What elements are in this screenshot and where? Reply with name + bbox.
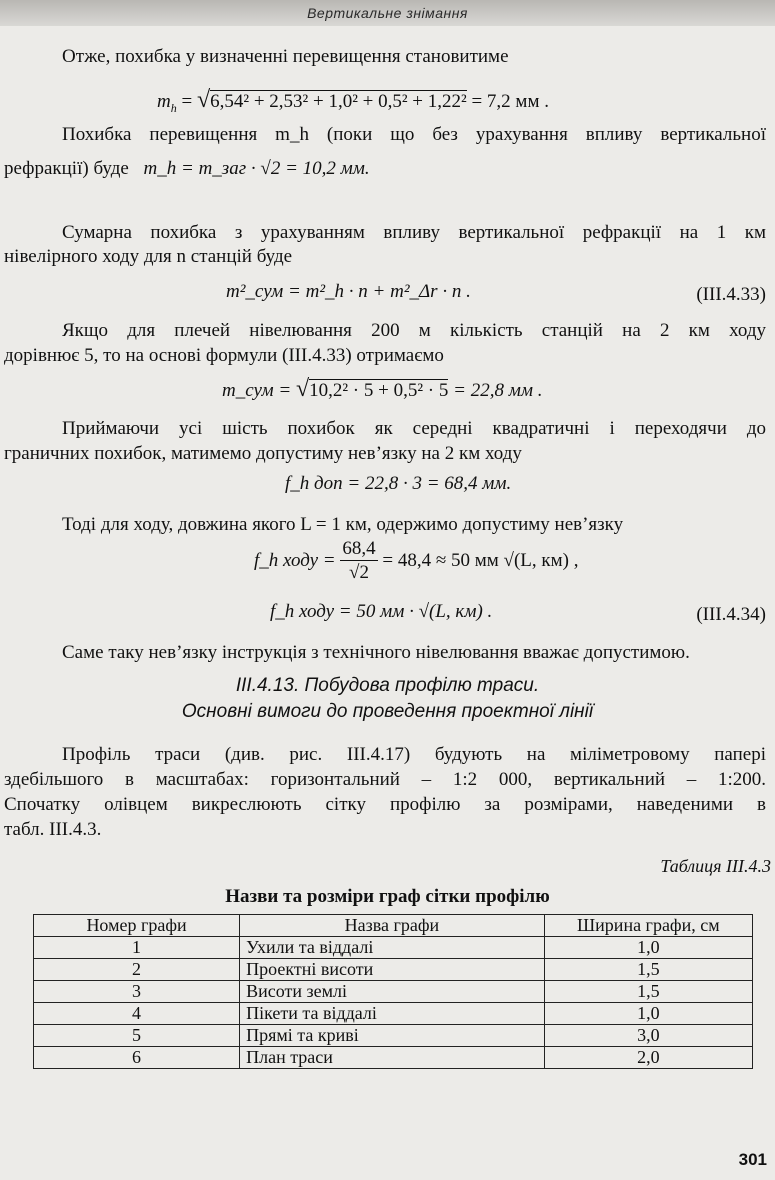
paragraph-8-line-2: здебільшого в масштабах: горизонтальний – 1:2 000, вертикальний – 1:200.	[4, 769, 766, 790]
table-row	[34, 981, 753, 1003]
equation-4: f_h доп = 22,8 · 3 = 68,4 мм.	[285, 473, 512, 494]
paragraph-5-line-1: Приймаючи усі шість похибок як середні квадратичні і переходячи до	[62, 418, 766, 439]
paragraph-3-line-2: нівелірного ходу для n станцій буде	[4, 246, 293, 267]
page-number: 301	[738, 1150, 767, 1169]
table-row	[34, 937, 753, 959]
equation-5-fraction: $\frac{68,4}{√2}$	[342, 538, 376, 583]
table-header-cell: Ширина графи, см	[544, 915, 752, 937]
table-row	[34, 1003, 753, 1025]
table-label: Таблиця III.4.3	[660, 856, 771, 876]
table-row	[34, 1025, 753, 1047]
equation-1: $m_h = √6,54^2 + 2,53^2 + 1,0^2 + 0,5^2 + 1,22^2 = 7,2$ мм .	[157, 87, 549, 115]
table-row	[34, 1047, 753, 1069]
table-cell: Прямі та криві	[240, 1025, 545, 1047]
equation-6: f_h ходу = 50 мм · √(L, км) .	[270, 601, 493, 622]
table-title: Назви та розміри граф сітки профілю	[225, 886, 550, 907]
paragraph-7: Саме таку нев’язку інструкція з технічного нівелювання вважає допустимою.	[62, 642, 690, 663]
equation-2-number: (III.4.33)	[696, 284, 766, 305]
table-row	[34, 959, 753, 981]
table-header-cell: Номер графи	[34, 915, 240, 937]
table-cell: 1,0	[544, 937, 752, 959]
paragraph-6: Тоді для ходу, довжина якого L = 1 км, одержимо допустиму нев’язку	[62, 514, 624, 535]
section-heading: III.4.13. Побудова профілю траси.	[235, 675, 540, 696]
table-cell: 1,5	[544, 981, 752, 1003]
profile-grid-table	[33, 914, 753, 1069]
equation-3: m_сум = √10,2² · 5 + 0,5² · 5 = 22,8 мм .	[222, 376, 543, 402]
table-cell: Ухили та віддалі	[240, 937, 545, 959]
table-cell: Пікети та віддалі	[240, 1003, 545, 1025]
table-cell: Висоти землі	[240, 981, 545, 1003]
equation-6-number: (III.4.34)	[696, 604, 766, 625]
section-subheading: Основні вимоги до проведення проектної лінії	[181, 701, 594, 722]
paragraph-8-line-3: Спочатку олівцем викреслюють сітку профілю за розмірами, наведеними в	[4, 794, 766, 815]
table-cell: 2,0	[544, 1047, 752, 1069]
paragraph-5-line-2: граничних похибок, матимемо допустиму нев’язку на 2 км ходу	[4, 443, 522, 464]
equation-2: m²_сум = m²_h · n + m²_Δr · n .	[226, 281, 471, 302]
paragraph-2-line-2: рефракції) буде m_h = m_заг · √2 = 10,2 мм.	[4, 158, 370, 179]
table-cell: 2	[34, 959, 240, 981]
table-cell: 3,0	[544, 1025, 752, 1047]
table-cell: 4	[34, 1003, 240, 1025]
table-cell: 5	[34, 1025, 240, 1047]
table-cell: 1,0	[544, 1003, 752, 1025]
running-head: Вертикальне знімання	[307, 5, 468, 21]
equation-5: f_h ходу = $\frac{68,4}{√2}$ = 48,4 ≈ 50 мм √(L, км) ,	[254, 538, 579, 583]
table-cell: План траси	[240, 1047, 545, 1069]
paragraph-8-line-1: Профіль траси (див. рис. III.4.17) будують на міліметровому папері	[62, 744, 766, 765]
table-cell: 1,5	[544, 959, 752, 981]
table-cell: 6	[34, 1047, 240, 1069]
paragraph-8-line-4: табл. III.4.3.	[4, 819, 102, 840]
paragraph-4-line-2: дорівнює 5, то на основі формули (III.4.33) отримаємо	[4, 345, 444, 366]
paragraph-4-line-1: Якщо для плечей нівелювання 200 м кількість станцій на 2 км ходу	[62, 320, 766, 341]
table-cell: Проектні висоти	[240, 959, 545, 981]
table-header-cell: Назва графи	[240, 915, 545, 937]
table-cell: 1	[34, 937, 240, 959]
paragraph-3-line-1: Сумарна похибка з урахуванням впливу вертикальної рефракції на 1 км	[62, 222, 766, 243]
paragraph-2-line-1: Похибка перевищення m_h (поки що без урахування впливу вертикальної	[62, 124, 766, 145]
table-header-row	[34, 915, 753, 937]
paragraph-1: Отже, похибка у визначенні перевищення становитиме	[62, 46, 509, 67]
table-cell: 3	[34, 981, 240, 1003]
